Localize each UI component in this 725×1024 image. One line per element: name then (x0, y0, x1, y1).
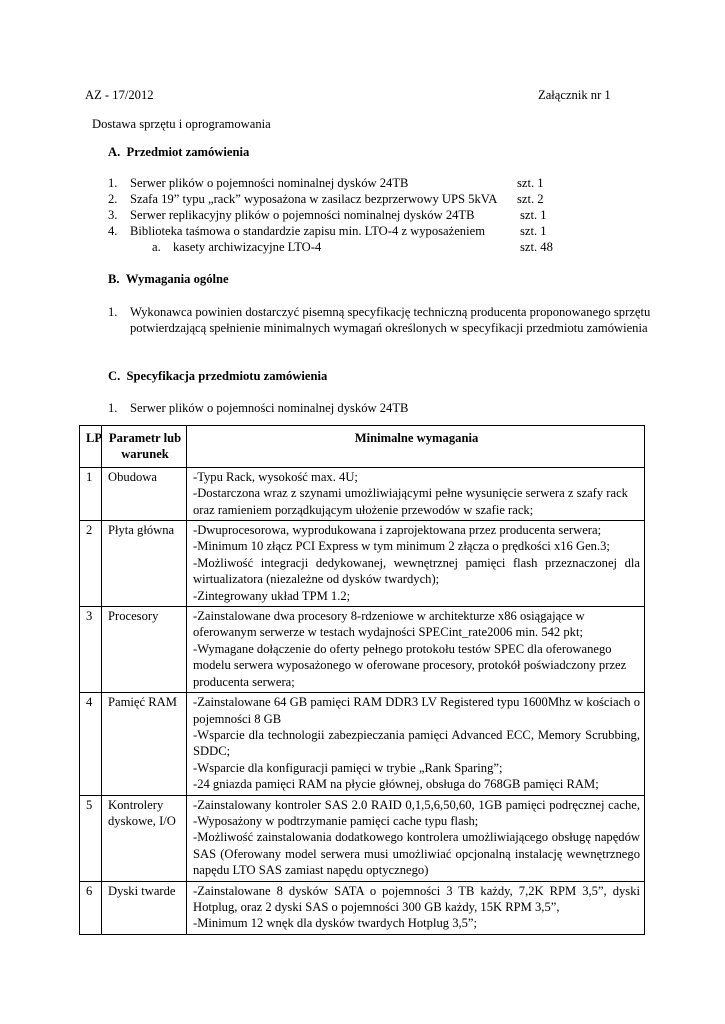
cell-lp: 2 (80, 521, 102, 607)
column-header-lp (80, 426, 102, 468)
sub-item-letter: a. (152, 240, 161, 254)
requirement-line: -Zainstalowany kontroler SAS 2.0 RAID 0,1,5,6,50,60, 1GB pamięci podręcznej cache, (193, 797, 640, 812)
requirement-line: SDDC; (193, 744, 231, 759)
requirement-line: -Minimum 12 wnęk dla dysków twardych Hotplug 3,5”; (193, 916, 478, 931)
column-header-parameter (102, 426, 187, 468)
requirement-line: -Zintegrowany układ TPM 1.2; (193, 588, 351, 603)
requirement-line: -Zainstalowane 64 GB pamięci RAM DDR3 LV Registered typu 1600Mhz w kościach o (193, 695, 640, 710)
requirement-line: -Możliwość integracji dedykowanej, wewnętrznej pamięci flash przeznaczonej dla (193, 555, 640, 570)
cell-requirements (187, 693, 645, 795)
sub-item-qty: szt. 48 (520, 240, 553, 254)
requirement-line: -Zainstalowane dwa procesory 8-rdzeniowe w architekturze x86 osiągające w (193, 609, 585, 624)
cell-requirements (187, 795, 645, 881)
list-item-qty: szt. 2 (517, 192, 544, 206)
requirement-line: wirtualizatora (niezależne od dysków twardych); (193, 572, 440, 587)
cell-requirements (187, 607, 645, 693)
list-item-number: 3. (108, 208, 118, 222)
parameter-line: Pamięć RAM (108, 695, 177, 710)
column-header-requirements (187, 426, 645, 468)
table-row (80, 693, 645, 795)
list-item-number: 1. (108, 305, 118, 319)
requirement-line: oraz ramieniem porządkującym ułożenie przewodów w szafie rack; (193, 502, 534, 517)
table-row (80, 607, 645, 693)
requirement-line: SAS (Oferowany model serwera musi umożliwiać opcjonalną instalację wewnętrznego (193, 846, 640, 861)
list-item-number: 1. (108, 401, 118, 415)
table-row (80, 881, 645, 934)
section-b-title: B. Wymagania ogólne (108, 272, 229, 286)
list-item-qty: szt. 1 (517, 176, 544, 190)
cell-lp: 6 (80, 881, 102, 934)
requirement-line: -Wsparcie dla konfiguracji pamięci w trybie „Rank Sparing”; (193, 760, 503, 775)
cell-parameter (102, 521, 187, 607)
table-header-row (80, 426, 645, 468)
cell-parameter (102, 881, 187, 934)
header-req-text: Minimalne wymagania (354, 431, 479, 445)
cell-requirements (187, 467, 645, 520)
section-c-title: C. Specyfikacja przedmiotu zamówienia (108, 369, 328, 383)
requirement-line: -Możliwość zainstalowania dodatkowego kontrolera umożliwiającego obsługę napędów (193, 830, 640, 845)
section-a-title: A. Przedmiot zamówienia (108, 145, 250, 159)
requirement-line: -Dostarczona wraz z szynami umożliwiającymi pełne wysunięcie serwera z szafy rack (193, 486, 628, 501)
requirement-line: modelu serwera wyposażonego w oferowane procesory, protokół poświadczony przez (193, 658, 627, 673)
list-item-text: Serwer plików o pojemności nominalnej dysków 24TB (130, 401, 409, 415)
table-row (80, 467, 645, 520)
requirement-line: -24 gniazda pamięci RAM na płycie głównej, obsługa do 768GB pamięci RAM; (193, 777, 599, 792)
specification-table (79, 425, 645, 935)
cell-lp: 4 (80, 693, 102, 795)
requirement-line: -Zainstalowane 8 dysków SATA o pojemności 3 TB każdy, 7,2K RPM 3,5”, dyski (193, 883, 640, 898)
list-item-text: Serwer replikacyjny plików o pojemności nominalnej dysków 24TB (130, 208, 475, 222)
cell-lp: 3 (80, 607, 102, 693)
requirement-line: -Wymagane dołączenie do oferty pełnego protokołu testów SPEC dla oferowanego (193, 641, 612, 656)
list-item-number: 1. (108, 176, 118, 190)
cell-parameter (102, 607, 187, 693)
requirement-line: -Minimum 10 złącz PCI Express w tym minimum 2 złącza o prędkości x16 Gen.3; (193, 539, 610, 554)
document-subject: Dostawa sprzętu i oprogramowania (92, 117, 271, 131)
requirement-text-line: Wykonawca powinien dostarczyć pisemną specyfikację techniczną producenta proponowanego sprzętu (130, 305, 651, 319)
list-item-text: Szafa 19” typu „rack” wyposażona w zasilacz bezprzerwowy UPS 5kVA (130, 192, 498, 206)
header-param-line: warunek (121, 447, 169, 462)
requirement-line: pojemności 8 GB (193, 711, 282, 726)
requirement-line: producenta serwera; (193, 674, 295, 689)
cell-requirements (187, 881, 645, 934)
list-item-number: 2. (108, 192, 118, 206)
header-lp-text: LP (86, 431, 103, 445)
parameter-line: Płyta główna (108, 523, 175, 538)
list-item-number: 4. (108, 224, 118, 238)
requirement-line: -Typu Rack, wysokość max. 4U; (193, 469, 358, 484)
requirement-line: oferowanym serwerze w testach wydajności SPECint_rate2006 min. 542 pkt; (193, 625, 583, 640)
cell-lp: 5 (80, 795, 102, 881)
parameter-line: Obudowa (108, 469, 157, 484)
cell-requirements (187, 521, 645, 607)
list-item-qty: szt. 1 (520, 208, 547, 222)
header-param-line: Parametr lub (108, 431, 182, 445)
requirement-line: Hotplug, oraz 2 dyski SAS o pojemności 300 GB każdy, 15K RPM 3,5”, (193, 899, 560, 914)
cell-lp: 1 (80, 467, 102, 520)
attachment-label: Załącznik nr 1 (538, 88, 611, 102)
list-item-qty: szt. 1 (520, 224, 547, 238)
table-row (80, 521, 645, 607)
cell-parameter (102, 693, 187, 795)
requirement-text-line: potwierdzającą spełnienie minimalnych wymagań określonych w specyfikacji przedmiotu zamówienia (130, 321, 648, 335)
requirement-line: -Wsparcie dla technologii zabezpieczania pamięci Advanced ECC, Memory Scrubbing, (193, 727, 640, 742)
requirement-line: -Wyposażony w podtrzymanie pamięci cache typu flash; (193, 813, 479, 828)
requirement-line: napędu LTO SAS zamiast napędu optycznego) (193, 863, 429, 878)
list-item-text: Biblioteka taśmowa o standardzie zapisu min. LTO-4 z wyposażeniem (130, 224, 485, 238)
sub-item-text: kasety archiwizacyjne LTO-4 (173, 240, 322, 254)
parameter-line: Procesory (108, 609, 159, 624)
document-reference: AZ - 17/2012 (85, 88, 154, 102)
parameter-line: dyskowe, I/O (108, 813, 176, 828)
parameter-line: Dyski twarde (108, 883, 176, 898)
requirement-line: -Dwuprocesorowa, wyprodukowana i zaprojektowana przez producenta serwera; (193, 523, 602, 538)
cell-parameter (102, 467, 187, 520)
cell-parameter (102, 795, 187, 881)
table-body (80, 467, 645, 934)
parameter-line: Kontrolery (108, 797, 164, 812)
table-row (80, 795, 645, 881)
list-item-text: Serwer plików o pojemności nominalnej dysków 24TB (130, 176, 409, 190)
